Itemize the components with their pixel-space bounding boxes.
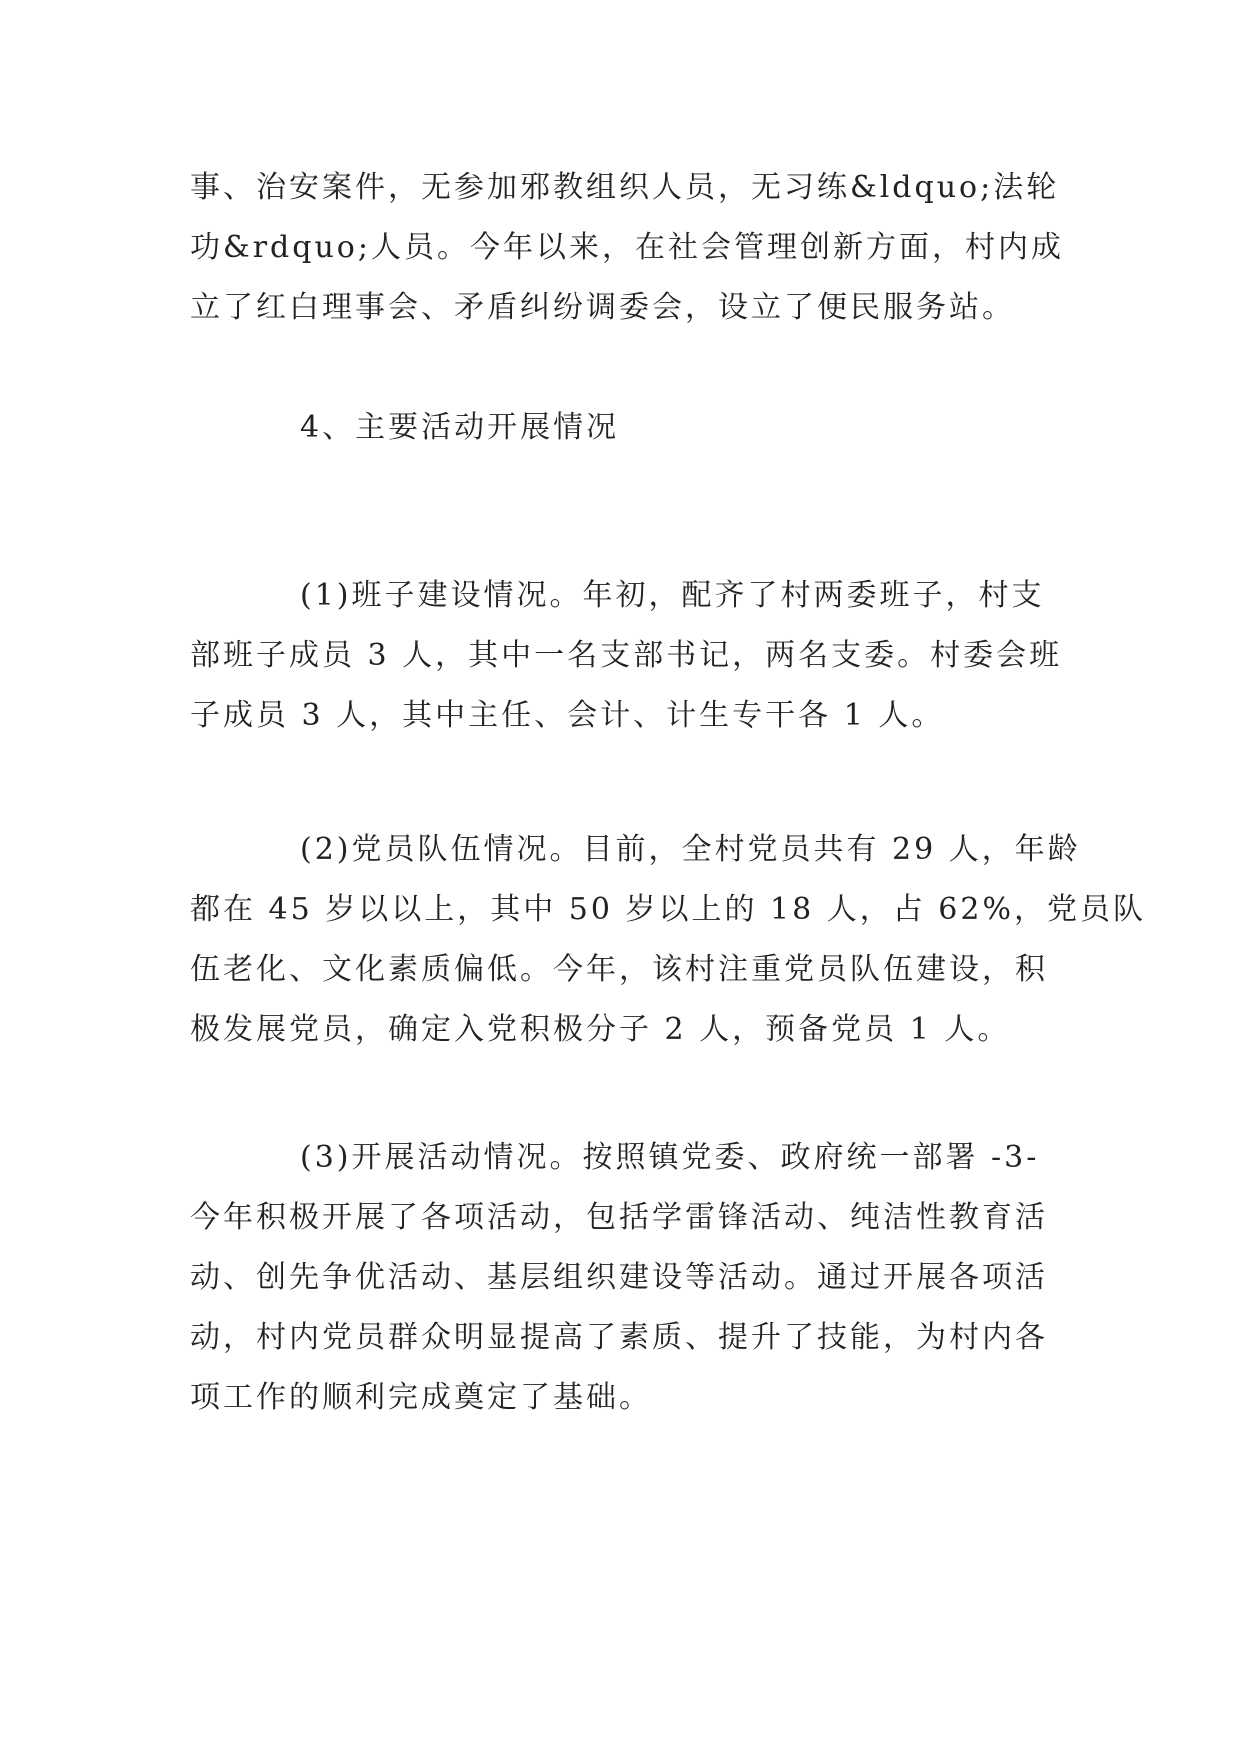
section-heading-activities [190,398,1060,458]
text-line: 动、创先争优活动、基层组织建设等活动。通过开展各项活 [190,1260,1048,1295]
text-line: 立了红白理事会、矛盾纠纷调委会，设立了便民服务站。 [190,290,1015,325]
heading-text: 4、主要活动开展情况 [300,410,620,445]
text-line: 都在 45 岁以以上，其中 50 岁以上的 18 人，占 62%，党员队 [190,892,1146,927]
text-line: 动，村内党员群众明显提高了素质、提升了技能，为村内各 [190,1320,1048,1355]
text-line: 事、治安案件，无参加邪教组织人员，无习练&ldquo;法轮 [190,170,1060,205]
paragraph-team-building [190,566,1063,746]
text-line: 项工作的顺利完成奠定了基础。 [190,1380,652,1415]
text-line: (2)党员队伍情况。目前，全村党员共有 29 人，年龄 [300,832,1081,867]
paragraph-activities [190,1128,1060,1428]
text-line: (1)班子建设情况。年初，配齐了村两委班子，村支 [300,578,1045,613]
text-line: 部班子成员 3 人，其中一名支部书记，两名支委。村委会班 [190,638,1063,673]
paragraph-party-members [190,820,1146,1060]
paragraph-social-management [190,158,1064,338]
text-line: 伍老化、文化素质偏低。今年，该村注重党员队伍建设，积 [190,952,1048,987]
text-line: (3)开展活动情况。按照镇党委、政府统一部署 -3- [300,1140,1040,1175]
text-line: 今年积极开展了各项活动，包括学雷锋活动、纯洁性教育活 [190,1200,1048,1235]
text-line: 功&rdquo;人员。今年以来，在社会管理创新方面，村内成 [190,230,1064,265]
text-line: 子成员 3 人，其中主任、会计、计生专干各 1 人。 [190,698,945,733]
text-line: 极发展党员，确定入党积极分子 2 人，预备党员 1 人。 [190,1012,1011,1047]
